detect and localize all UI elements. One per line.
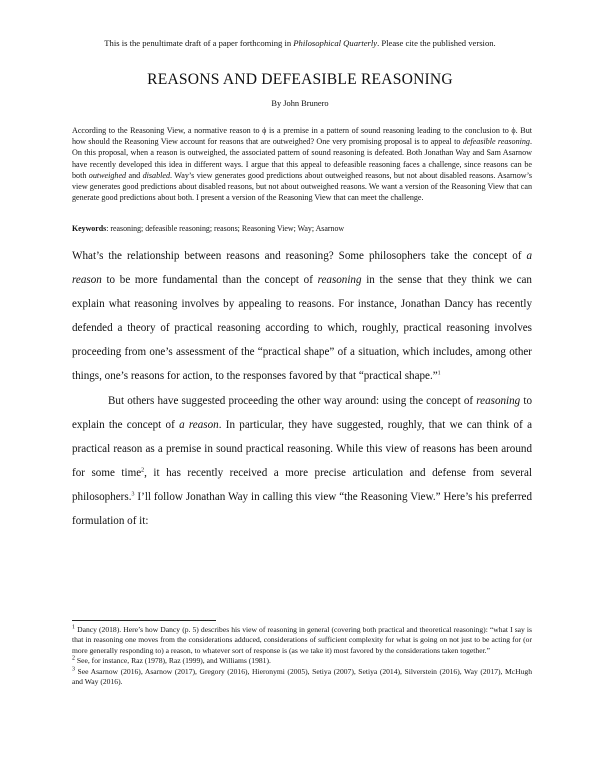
footnote-divider	[72, 620, 216, 621]
body-text-run: to be more fundamental than the concept of	[101, 274, 318, 287]
journal-name: Philosophical Quarterly	[293, 38, 378, 48]
body-emphasis: a reason	[72, 250, 532, 287]
body-emphasis: reasoning	[476, 394, 521, 407]
footnotes	[72, 625, 532, 687]
body-paragraph-2	[72, 389, 532, 534]
keywords	[72, 224, 532, 233]
footnote-text: See, for instance, Raz (1978), Raz (1999), and Williams (1981).	[75, 656, 271, 666]
footnote-1	[72, 625, 532, 656]
body-emphasis: a reason	[179, 418, 219, 431]
footnote-text: Dancy (2018). Here’s how Dancy (p. 5) describes his view of reasoning in general (covering both practical and theoretical reasoning): “what I say is that in reasoning one moves from the considerations adduced, considerations of sufficient complexity for what is going on not just to be acting for (or more generally responding to) a reason, to whatever sort of response is (as we take it) most favored by the considerations taken together.”	[72, 625, 532, 655]
footnote-number: 3	[72, 666, 75, 673]
footnote-marker-2[interactable]: 2	[141, 467, 145, 474]
notice-citation: . Please cite the published version.	[377, 38, 496, 48]
abstract-sentence-3: . Way’s view generates good predictions about outweighed reasons, but not about disabled reasons. Asarnow’s view generates good predictions about disabled reasons, but not about outweighed reasons. We want a version of the Reasoning View that can generate good predictions about both. I present a version of the Reasoning View that can meet the challenge.	[72, 170, 532, 203]
body-text-run: . In particular, they have suggested, roughly, that we can think of a practical reason as a premise in sound practical reasoning. While this view of reasons has been around for some time	[72, 418, 532, 479]
draft-notice	[0, 38, 600, 48]
footnote-3	[72, 667, 532, 688]
abstract-emphasis-outweighed: outweighed	[88, 170, 127, 180]
abstract-sentence-2: . On this proposal, when a reason is outweighed, the associated pattern of sound reasoning is defeated. Both Jonathan Way and Sam Asarnow have recently developed this idea in different ways. I argue that this appeal to defeasible reasoning faces a challenge, since reasons can be both	[72, 137, 532, 180]
abstract-conjunction: and	[126, 170, 143, 180]
abstract-sentence-1: According to the Reasoning View, a normative reason to ϕ is a premise in a pattern of sound reasoning leading to the conclusion to ϕ. But how should the Reasoning View account for reasons that are outweighed? One very promising proposal is to appeal to	[72, 126, 532, 147]
body-text-run: What’s the relationship between reasons and reasoning? Some philosophers take the concept of	[72, 250, 527, 262]
keywords-list: : reasoning; defeasible reasoning; reasons; Reasoning View; Way; Asarnow	[106, 224, 345, 233]
notice-text: This is the penultimate draft of a paper forthcoming in	[104, 38, 294, 48]
body-text-run: I’ll follow Jonathan Way in calling this view “the Reasoning View.” Here’s his preferred formulation of it:	[72, 490, 532, 528]
author-byline: By John Brunero	[271, 99, 329, 108]
body-text-run: But others have suggested proceeding the other way around: using the concept of	[108, 394, 477, 407]
body-text	[72, 244, 532, 533]
paper-title: REASONS AND DEFEASIBLE REASONING	[147, 71, 453, 88]
body-text-run: , it has recently received a more precise articulation and defense from several philosophers.	[72, 466, 532, 503]
keywords-label: Keywords	[72, 224, 107, 233]
body-emphasis: reasoning	[317, 274, 362, 287]
body-text-run: to explain the concept of	[72, 394, 533, 431]
footnote-marker-1[interactable]: 1	[437, 370, 441, 377]
footnote-text: See Asarnow (2016), Asarnow (2017), Gregory (2016), Hieronymi (2005), Setiya (2007), Setiya (2014), Silverstein (2016), Way (2017), McHugh and Way (2016).	[72, 666, 532, 687]
body-paragraph-1	[72, 244, 532, 389]
abstract	[72, 125, 532, 203]
abstract-emphasis-disabled: disabled	[142, 170, 171, 180]
footnote-marker-3[interactable]: 3	[131, 491, 135, 498]
abstract-emphasis-defeasible: defeasible reasoning	[462, 137, 530, 147]
footnote-number: 2	[72, 655, 75, 662]
footnote-2	[72, 656, 532, 666]
body-text-run: in the sense that they think we can explain what reasoning involves by appealing to reasons. For instance, Jonathan Dancy has recently defended a theory of practical reasoning according to which, roughly, practical reasoning involves proceeding from one’s assessment of the “practical shape” of a situation, which includes, among other things, one’s reasons for action, to the responses favored by that “practical shape.”	[72, 274, 532, 383]
footnote-number: 1	[72, 624, 75, 631]
